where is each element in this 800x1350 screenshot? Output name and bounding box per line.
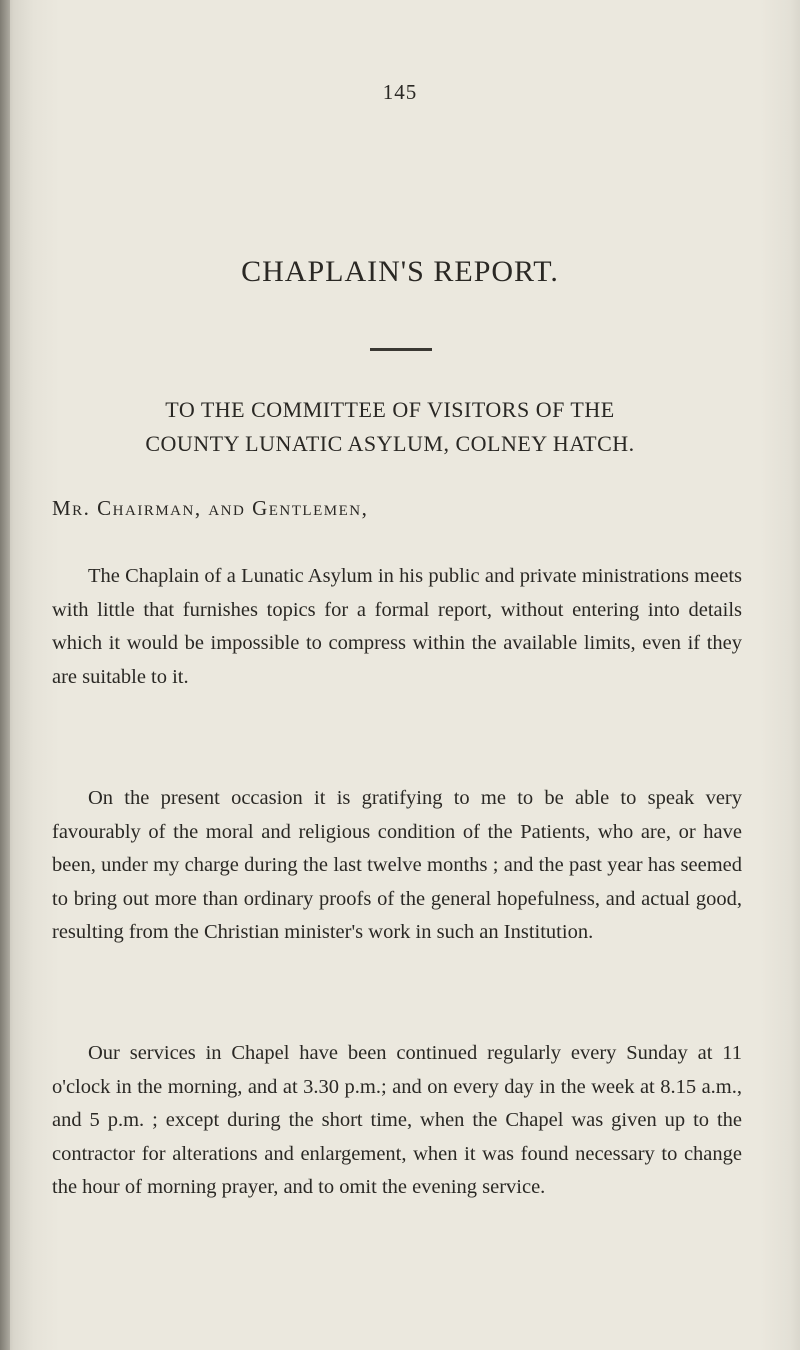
book-spine-shadow bbox=[0, 0, 10, 1350]
title-divider bbox=[370, 348, 432, 351]
report-title: CHAPLAIN'S REPORT. bbox=[241, 255, 559, 288]
page-number: 145 bbox=[382, 80, 418, 104]
paragraph: Our services in Chapel have been continued regularly every Sunday at 11 o'clock in the morning, and at 3.30 p.m.; and on every day in the week at 8.15 a.m., and 5 p.m. ; except during the short time, when the Chapel was given up to the contractor for alterations and enlargement, when it was found necessary to change the hour of morning prayer, and to omit the evening service. bbox=[52, 1042, 742, 1199]
paragraph: The Chaplain of a Lunatic Asylum in his public and private ministrations meets with little that furnishes topics for a formal report, without entering into details which it would be impossible to compress within the available limits, even if they are suitable to it. bbox=[52, 565, 742, 688]
address-line-2: COUNTY LUNATIC ASYLUM, COLNEY HATCH. bbox=[145, 431, 635, 456]
salutation: Mr. Chairman, and Gentlemen, bbox=[52, 496, 369, 520]
address-line-1: TO THE COMMITTEE OF VISITORS OF THE bbox=[165, 397, 615, 422]
paragraph: On the present occasion it is gratifying to me to be able to speak very favourably of the moral and religious condition of the Patients, who are, or have been, under my charge during the last twelve months ; and the past year has seemed to bring out more than ordinary proofs of the general hopefulness, and actual good, resulting from the Christian minister's work in such an Institution. bbox=[52, 787, 742, 944]
address-block bbox=[40, 393, 740, 461]
